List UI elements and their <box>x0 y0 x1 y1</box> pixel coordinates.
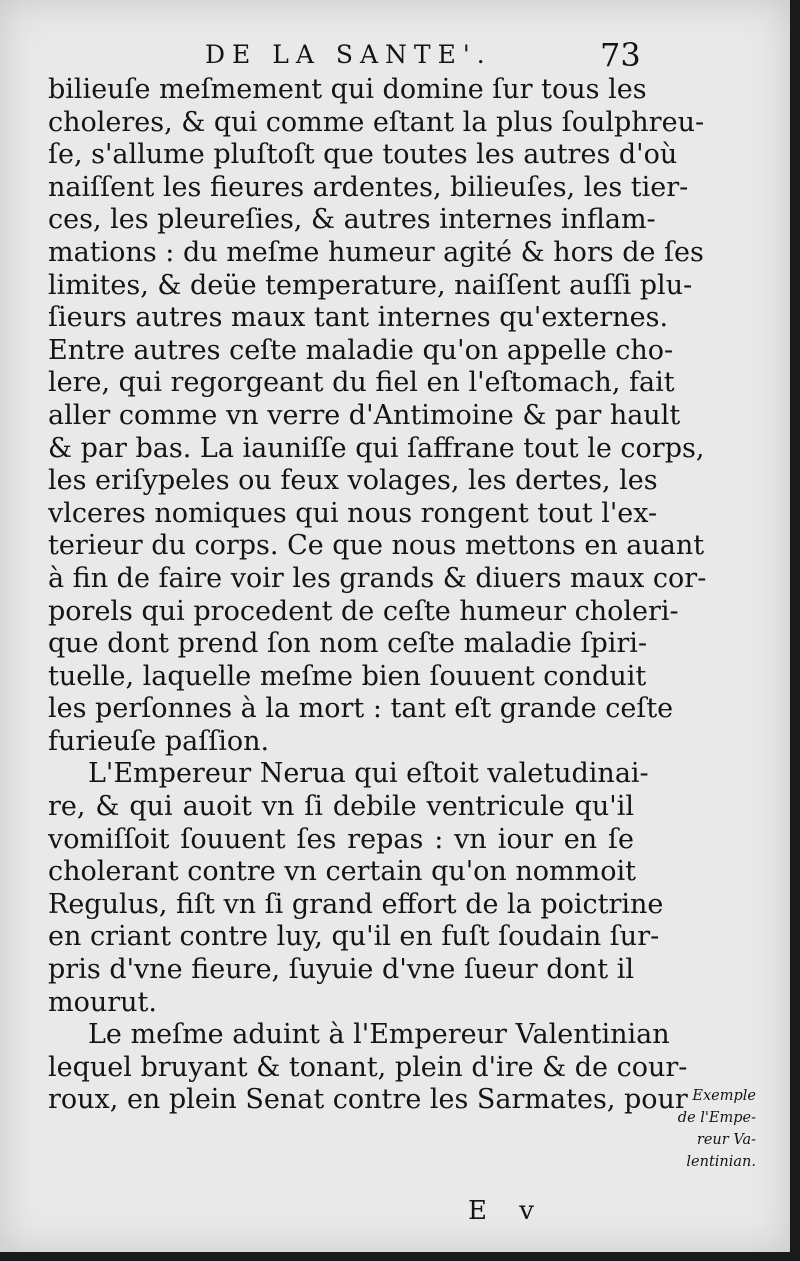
marginal-note-line: Exemple <box>692 1088 756 1104</box>
text-line: en criant contre luy, qu'il en fuſt ſoudain ſur- <box>48 921 660 953</box>
marginal-note-line: reur Va- <box>696 1132 756 1148</box>
text-line: limites, & deüe temperature, naiſſent auſſi plu- <box>48 269 693 301</box>
marginal-note <box>646 1085 756 1173</box>
text-line: re, & qui auoit vn ſi debile ventricule qu'il <box>48 791 634 823</box>
text-line: ſe, s'allume pluſtoſt que toutes les autres d'où <box>48 139 678 171</box>
page-edge-shadow <box>790 0 800 1261</box>
text-line: tuelle, laquelle meſme bien ſouuent conduit <box>48 660 647 692</box>
text-line: roux, en plein Senat contre les Sarmates, pour <box>48 1084 688 1116</box>
body-text <box>48 74 707 1117</box>
text-line: cholerant contre vn certain qu'on nommoit <box>48 856 636 888</box>
signature-mark: E v <box>468 1196 546 1226</box>
text-line: lere, qui regorgeant du fiel en l'eſtomach, fait <box>48 367 675 399</box>
text-line: pris d'vne fieure, ſuyuie d'vne ſueur dont il <box>48 954 634 986</box>
text-line: Entre autres ceſte maladie qu'on appelle cho- <box>48 334 674 366</box>
text-line: bilieuſe meſmement qui domine ſur tous les <box>48 74 647 105</box>
text-line: les perſonnes à la mort : tant eſt grande ceſte <box>48 693 674 725</box>
text-line: les eriſypeles ou feux volages, les dertes, les <box>48 465 658 497</box>
text-line: mations : du meſme humeur agité & hors de ſes <box>48 236 704 268</box>
paragraph-first-line: L'Empereur Nerua qui eſtoit valetudinai- <box>88 758 649 790</box>
text-line: naiſſent les fieures ardentes, bilieuſes, les tier- <box>48 171 689 203</box>
text-line: & par bas. La iauniſſe qui ſaffrane tout le corps, <box>48 432 705 464</box>
text-line: mourut. <box>48 986 157 1018</box>
running-head: DE LA SANTE'. <box>205 40 492 69</box>
page-header <box>0 38 800 78</box>
page-number: 73 <box>600 36 641 74</box>
text-line: terieur du corps. Ce que nous mettons en auant <box>48 530 705 562</box>
text-line: lequel bruyant & tonant, plein d'ire & de cour- <box>48 1051 688 1083</box>
text-line: furieuſe paſſion. <box>48 725 270 757</box>
paragraph-first-line: Le meſme aduint à l'Empereur Valentinian <box>88 1019 670 1051</box>
text-line: vomiſſoit ſouuent ſes repas : vn iour en ſe <box>48 823 634 855</box>
text-line: que dont prend ſon nom ceſte maladie ſpiri- <box>48 628 648 660</box>
text-line: porels qui procedent de ceſte humeur choleri- <box>48 595 679 627</box>
page-bottom-shadow <box>0 1252 800 1261</box>
marginal-note-line: lentinian. <box>686 1154 756 1170</box>
text-line: aller comme vn verre d'Antimoine & par hault <box>48 399 681 431</box>
text-line: choleres, & qui comme eſtant la plus ſoulphreu- <box>48 106 705 138</box>
text-line: à fin de faire voir les grands & diuers maux cor- <box>48 562 707 594</box>
marginal-note-line: de l'Empe- <box>677 1110 756 1126</box>
text-line: ces, les pleureſies, & autres internes inflam- <box>48 204 656 236</box>
text-line: vlceres nomiques qui nous rongent tout l'ex- <box>48 497 658 529</box>
text-line: ſieurs autres maux tant internes qu'externes. <box>48 302 669 334</box>
text-line: Regulus, fiſt vn ſi grand effort de la poictrine <box>48 888 664 920</box>
